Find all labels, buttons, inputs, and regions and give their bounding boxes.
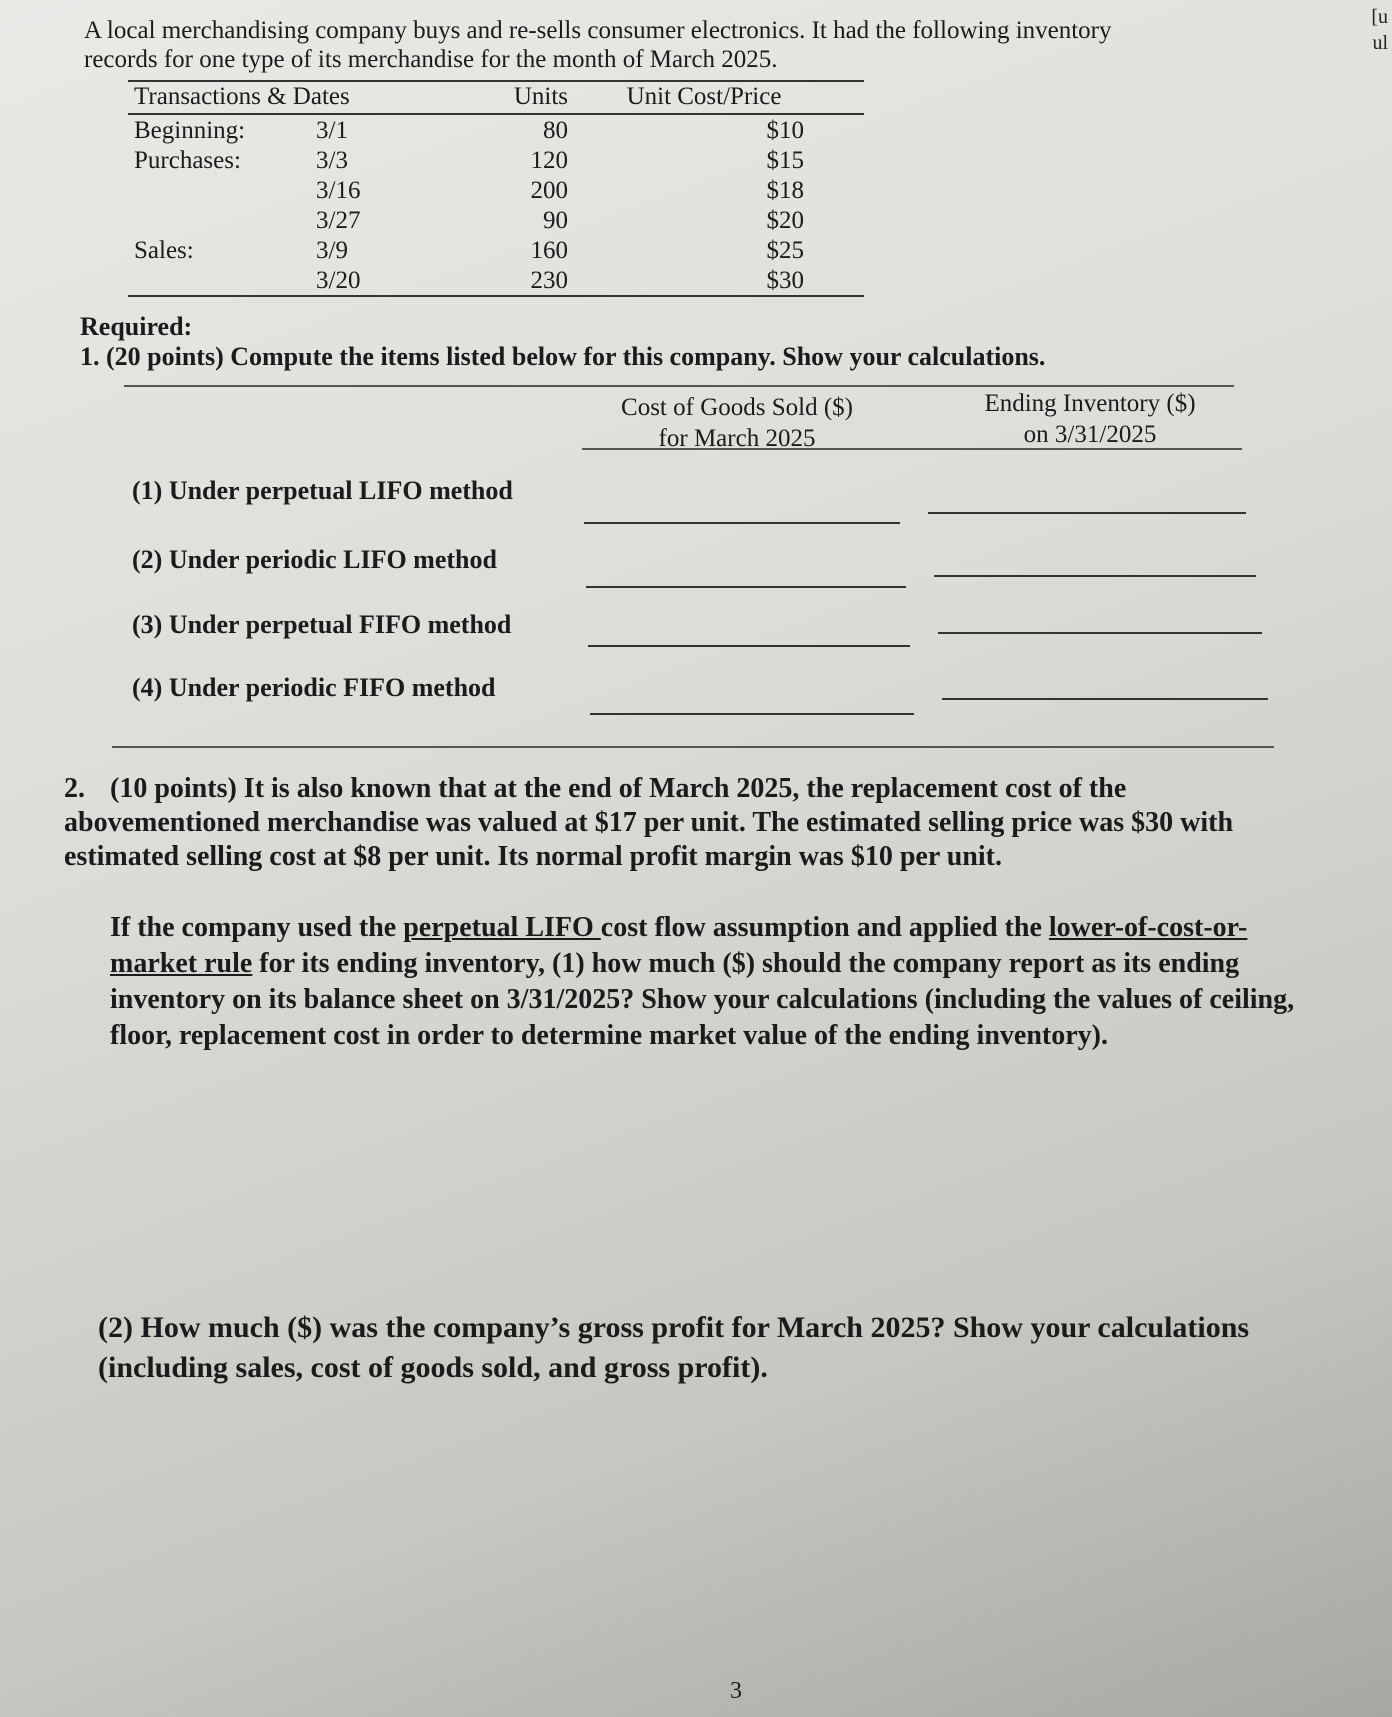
method-periodic-lifo: (2) Under periodic LIFO method [132, 545, 497, 574]
answer-blank-ei-3[interactable] [938, 632, 1262, 634]
answer-blank-ei-4[interactable] [942, 698, 1268, 700]
p2-text-b: cost flow assumption and applied the [600, 912, 1049, 943]
row-units: 160 [530, 236, 568, 264]
table-row [128, 265, 864, 296]
cogs-header-line-2: for March 2025 [658, 425, 816, 452]
p2-text-c: for its ending inventory, (1) how much ($) should the company report as its ending inventory on its balance sheet on 3/31/2025? Show your calculations (including the values of ceiling, floor, replacement cost in order to determine market value of the ending inventory). [110, 948, 1295, 1051]
row-units: 230 [452, 265, 598, 296]
method-periodic-fifo: (4) Under periodic FIFO method [132, 673, 496, 702]
question-2-part-2: (2) How much ($) was the company’s gross profit for March 2025? Show your calculations (including sales, cost of goods sold, and gross profit). [98, 1311, 1250, 1384]
inventory-table [128, 80, 864, 297]
row-units: 120 [530, 146, 568, 174]
answer-blank-cogs-1[interactable] [584, 522, 900, 524]
question-2-text: (10 points) It is also known that at the end of March 2025, the replacement cost of the abovementioned merchandise was valued at $17 per unit. The estimated selling price was $30 with estimated selling cost at $8 per unit. Its normal profit margin was $10 per unit. [64, 773, 1234, 872]
table-row [128, 175, 864, 205]
corner-text [1371, 4, 1388, 56]
row-price: $25 [766, 236, 804, 264]
row-label [128, 175, 310, 205]
row-label [128, 265, 310, 296]
header-units: Units [452, 81, 598, 114]
question-2-part-1 [110, 910, 1300, 1054]
row-date: 3/3 [316, 146, 348, 174]
table-row [128, 235, 864, 265]
header-transactions: Transactions & Dates [128, 81, 452, 114]
answer-blank-cogs-3[interactable] [588, 645, 910, 647]
header-unit-cost: Unit Cost/Price [598, 81, 864, 114]
cogs-header-line-1: Cost of Goods Sold ($) [621, 394, 853, 421]
row-price: $18 [766, 176, 804, 204]
method-perpetual-fifo: (3) Under perpetual FIFO method [132, 610, 512, 639]
method-perpetual-lifo: (1) Under perpetual LIFO method [132, 476, 513, 505]
row-label [128, 205, 310, 235]
question-1-text: 1. (20 points) Compute the items listed below for this company. Show your calculations. [80, 342, 1046, 371]
ei-header-line-1: Ending Inventory ($) [984, 390, 1196, 417]
column-header-ending-inventory [940, 388, 1240, 450]
question-2-number: 2. [64, 773, 85, 804]
q1-bottom-rule [112, 746, 1274, 748]
answer-blank-ei-2[interactable] [934, 575, 1256, 577]
p2-underlined-perpetual-lifo: perpetual LIFO [403, 912, 601, 943]
page-number: 3 [730, 1678, 742, 1704]
p2-underlined-lcm-rule: lower-of-cost-or-market rule [110, 912, 1248, 979]
corner-line-2: ul [1372, 32, 1388, 54]
column-header-cogs [582, 392, 892, 454]
table-row [128, 205, 864, 235]
row-label: Purchases: [134, 146, 241, 174]
row-units: 90 [543, 206, 568, 234]
row-date: 3/20 [310, 265, 452, 296]
ei-header-line-2: on 3/31/2025 [1023, 421, 1157, 448]
p2-text-a: If the company used the [110, 912, 404, 943]
row-date: 3/16 [316, 176, 361, 204]
row-date: 3/9 [316, 236, 348, 264]
table-row [128, 145, 864, 175]
row-label: Sales: [134, 236, 194, 264]
row-price: $10 [766, 116, 804, 144]
q1-top-rule [124, 385, 1234, 387]
required-heading: Required: [80, 312, 193, 341]
column-header-rule [582, 448, 1242, 450]
row-label: Beginning: [134, 116, 246, 144]
row-price: $20 [766, 206, 804, 234]
corner-line-1: [u [1371, 6, 1388, 28]
answer-blank-cogs-2[interactable] [586, 586, 906, 588]
answer-blank-cogs-4[interactable] [590, 713, 914, 715]
row-date: 3/27 [316, 206, 361, 234]
intro-paragraph: A local merchandising company buys and re-sells consumer electronics. It had the following inventory records for one type of its merchandise for the month of March 2025. [84, 17, 1112, 73]
table-row [128, 114, 864, 145]
row-units: 200 [530, 176, 568, 204]
row-price: $30 [598, 265, 864, 296]
row-date: 3/1 [316, 116, 348, 144]
question-2 [64, 772, 1284, 874]
answer-blank-ei-1[interactable] [928, 512, 1246, 514]
row-units: 80 [543, 116, 568, 144]
row-price: $15 [766, 146, 804, 174]
